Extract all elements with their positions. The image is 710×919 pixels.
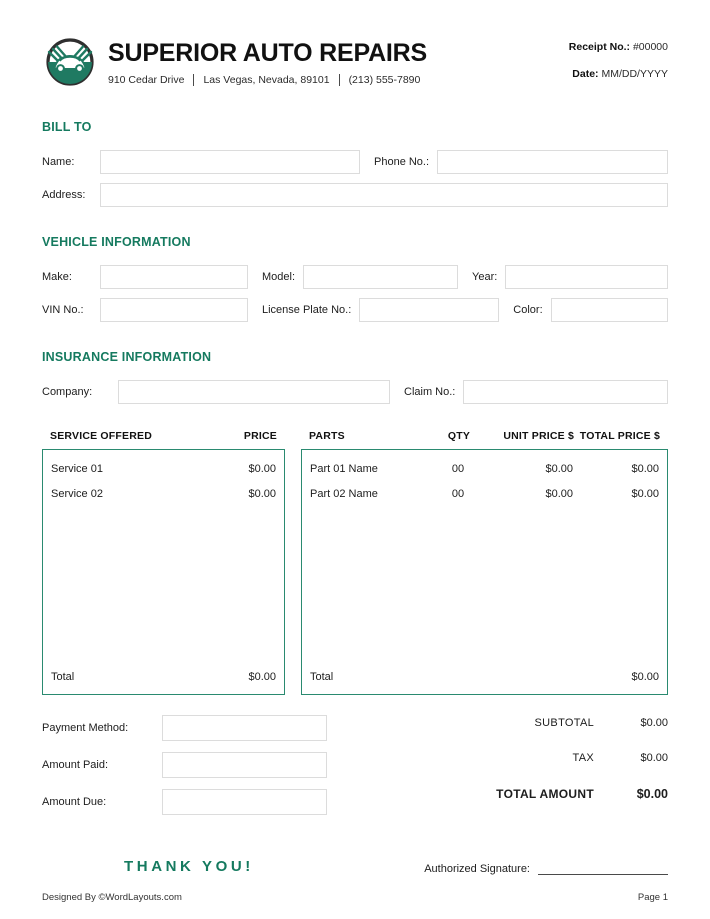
- amount-paid-label: Amount Paid:: [42, 759, 109, 771]
- receipt-date-label: Date:: [572, 67, 599, 80]
- tax-value: $0.00: [640, 752, 668, 764]
- amount-paid-row: [42, 752, 372, 778]
- vehicle-section: [42, 235, 668, 322]
- color-input[interactable]: [551, 298, 668, 322]
- parts-table-header: [301, 430, 668, 449]
- year-label: Year:: [472, 271, 498, 283]
- part-total-price: $0.00: [631, 487, 659, 500]
- bill-to-address-row: [42, 183, 668, 207]
- line-items-area: [42, 430, 668, 695]
- make-label: Make:: [42, 271, 72, 283]
- vehicle-row-1: [42, 265, 668, 289]
- total-amount-value: $0.00: [636, 787, 668, 801]
- parts-empty-space[interactable]: [302, 506, 667, 664]
- name-label: Name:: [42, 156, 75, 168]
- service-price: $0.00: [248, 462, 276, 475]
- signature-block: [372, 862, 668, 875]
- tax-label: TAX: [572, 752, 594, 764]
- receipt-number-row: [569, 42, 668, 53]
- designed-by-text: Designed By ©WordLayouts.com: [42, 892, 182, 903]
- receipt-meta: [569, 34, 668, 79]
- model-label: Model:: [262, 271, 296, 283]
- company-contact-line: [108, 74, 427, 86]
- table-row[interactable]: [302, 456, 667, 481]
- thank-you-message: THANK YOU!: [124, 858, 254, 875]
- services-table: [42, 430, 285, 695]
- amount-due-label: Amount Due:: [42, 796, 107, 808]
- signature-line[interactable]: [538, 862, 668, 875]
- col-qty: QTY: [447, 430, 471, 442]
- payment-method-row: [42, 715, 372, 741]
- claim-number-input[interactable]: [463, 380, 668, 404]
- claim-number-label: Claim No.:: [404, 386, 456, 398]
- subtotal-row: [372, 717, 668, 729]
- vehicle-row-2: [42, 298, 668, 322]
- part-qty: 00: [451, 462, 465, 475]
- page-credits: [42, 892, 668, 903]
- table-row[interactable]: [43, 481, 284, 506]
- insurance-section: [42, 350, 668, 404]
- col-service-offered: SERVICE OFFERED: [50, 430, 152, 442]
- insurance-company-input[interactable]: [118, 380, 390, 404]
- col-unit-price: UNIT PRICE $: [503, 430, 574, 442]
- parts-total-row: [302, 664, 667, 689]
- receipt-date-value[interactable]: MM/DD/YYYY: [601, 67, 668, 80]
- part-name: Part 02 Name: [310, 487, 378, 500]
- company-address: 910 Cedar Drive: [108, 73, 185, 86]
- divider-icon: [339, 74, 340, 86]
- part-unit-price: $0.00: [545, 487, 573, 500]
- phone-input[interactable]: [437, 150, 668, 174]
- brand-block: [42, 34, 427, 90]
- part-total-price: $0.00: [631, 462, 659, 475]
- payment-block: [42, 715, 372, 826]
- parts-table: [301, 430, 668, 695]
- page-header: [42, 0, 668, 90]
- model-input[interactable]: [303, 265, 458, 289]
- page-number: Page 1: [637, 892, 668, 903]
- company-phone: (213) 555-7890: [348, 73, 421, 86]
- payment-method-input[interactable]: [162, 715, 327, 741]
- car-emblem-logo-icon: [42, 34, 98, 90]
- services-empty-space[interactable]: [43, 506, 284, 664]
- make-input[interactable]: [100, 265, 248, 289]
- parts-total-value: $0.00: [631, 670, 659, 683]
- color-label: Color:: [513, 304, 543, 316]
- table-row[interactable]: [302, 481, 667, 506]
- service-name: Service 01: [51, 462, 103, 475]
- receipt-date-row: [569, 69, 668, 80]
- col-parts: PARTS: [309, 430, 345, 442]
- receipt-number-label: Receipt No.:: [568, 41, 631, 53]
- subtotal-label: SUBTOTAL: [534, 717, 594, 729]
- summary-block: [372, 715, 668, 826]
- col-total-price: TOTAL PRICE $: [579, 430, 660, 442]
- vehicle-title: VEHICLE INFORMATION: [42, 235, 191, 249]
- services-table-header: [42, 430, 285, 449]
- receipt-number-value[interactable]: #00000: [632, 41, 668, 53]
- bill-to-section: [42, 120, 668, 207]
- phone-label: Phone No.:: [374, 156, 430, 168]
- divider-icon: [193, 74, 194, 86]
- services-total-label: Total: [51, 670, 75, 683]
- insurance-row: [42, 380, 668, 404]
- company-city-state-zip: Las Vegas, Nevada, 89101: [203, 73, 330, 86]
- parts-total-label: Total: [310, 670, 334, 683]
- license-plate-input[interactable]: [359, 298, 499, 322]
- insurance-title: INSURANCE INFORMATION: [42, 350, 212, 364]
- subtotal-value: $0.00: [640, 717, 668, 729]
- year-input[interactable]: [505, 265, 668, 289]
- bill-to-name-row: [42, 150, 668, 174]
- amount-due-row: [42, 789, 372, 815]
- tax-row: [372, 752, 668, 764]
- total-amount-row: [372, 787, 668, 801]
- table-row[interactable]: [43, 456, 284, 481]
- company-name: SUPERIOR AUTO REPAIRS: [108, 39, 427, 68]
- insurance-company-label: Company:: [42, 386, 93, 398]
- license-plate-label: License Plate No.:: [262, 304, 352, 316]
- name-input[interactable]: [100, 150, 360, 174]
- signature-label: Authorized Signature:: [424, 863, 530, 875]
- footer-area: [42, 858, 668, 875]
- payment-summary-area: [42, 715, 668, 826]
- total-amount-label: TOTAL AMOUNT: [496, 787, 594, 801]
- bill-to-title: BILL TO: [42, 120, 92, 134]
- services-table-body: [42, 449, 285, 695]
- brand-text: [108, 38, 427, 85]
- service-price: $0.00: [248, 487, 276, 500]
- address-label: Address:: [42, 189, 86, 201]
- parts-table-body: [301, 449, 668, 695]
- service-name: Service 02: [51, 487, 103, 500]
- col-price: PRICE: [243, 430, 277, 442]
- payment-method-label: Payment Method:: [42, 722, 129, 734]
- services-total-row: [43, 664, 284, 689]
- part-unit-price: $0.00: [545, 462, 573, 475]
- amount-paid-input[interactable]: [162, 752, 327, 778]
- part-name: Part 01 Name: [310, 462, 378, 475]
- amount-due-input[interactable]: [162, 789, 327, 815]
- vin-input[interactable]: [100, 298, 248, 322]
- vin-label: VIN No.:: [42, 304, 84, 316]
- part-qty: 00: [451, 487, 465, 500]
- address-input[interactable]: [100, 183, 668, 207]
- services-total-value: $0.00: [248, 670, 276, 683]
